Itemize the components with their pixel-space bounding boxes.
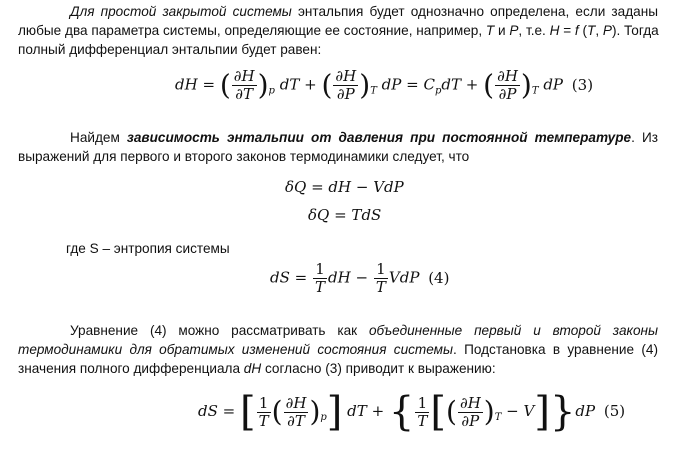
paragraph-enthalpy-definition (18, 2, 658, 21)
italic-term: Для простой закрытой системы (70, 4, 292, 19)
equation-number: (3) (571, 75, 594, 94)
equation-5: dS = [ $\frac{1}{T}$ ( $\frac{\partial H}{\partial T}$ )$_p$] dT + { $\frac{1}{T}$ [( $\frac{\partial H}{\partial P}$ )$_T - V]\}dP$ (5) (198, 389, 626, 435)
equation-number: (5) (603, 402, 626, 420)
fraction-dH-dP: $\frac{\partial H}{\partial P}$ (335, 67, 357, 103)
paragraph-enthalpy-definition-cont: любые два параметра системы, определяющие ее состояние, например, T и P, т.е. H = f (T, P). Тогда полный дифференциал энтальпии будет равен: (18, 23, 659, 57)
equation-3: dH = ( $\frac{\partial H}{\partial T}$ )$_p$ dT + ( $\frac{\partial H}{\partial P}$ )$_T$ dP = $C_pdT$ + ( $\frac{\partial H}{\partial P}$ )$_T$ dP (3) (175, 67, 594, 103)
document-page: Для простой закрытой системы энтальпия будет однозначно определена, если заданы любые два параметра системы, определяющие ее состояние, например, T и P, т.е. H = f (T, P). Тогда полный дифференциал энтальпии будет равен: dH = ( $\frac{\partial H}{\partial T}$ )$_p$ dT + ( $\frac{\partial H}{\partial P}$ )$_T$ dP = $C_pdT$ + ( $\frac{\partial H}{\partial P}$ )$_T$ dP (3) Найдем зависимость энтальпии от давления при постоянной температуре. Из выражений для первого и второго законов термодинамики следует, что δQ = dH − VdP δQ = TdS где S – энтропия системы dS = $\frac{1}{T}$ dH − $\frac{1}{T}$ VdP (4) Уравнение (4) можно рассматривать как объединенные первый и второй законы термодинамики для обратимых изменений состояния системы. Подстановка в уравнение (4) значения полного дифференциала dH согласно (3) приводит к выражению: dS = [ $\frac{1}{T}$ ( $\frac{\partial H}{\partial T}$ )$_p$] dT + { $\frac{1}{T}$ [( $\frac{\partial H}{\partial P}$ )$_T - V]\}dP$ (5) (18, 4, 659, 435)
text-line: Для простой закрытой системы энтальпия будет однозначно определена, если заданы (70, 4, 658, 19)
fraction-dH-dT: $\frac{\partial H}{\partial T}$ (233, 67, 255, 103)
paragraph-combined-laws: Уравнение (4) можно рассматривать как объединенные первый и второй законы (70, 323, 658, 338)
entropy-note: где S – энтропия системы (66, 241, 230, 256)
equation-dq-1: δQ = dH − VdP (285, 178, 404, 196)
bold-italic-term: зависимость энтальпии от давления при постоянной температуре (126, 130, 632, 145)
equation-4: dS = $\frac{1}{T}$ dH − $\frac{1}{T}$ VdP (4) (270, 260, 450, 296)
equation-dq-2: δQ = TdS (308, 206, 382, 224)
paragraph-find-dependence: Найдем зависимость энтальпии от давления при постоянной температуре. Из (70, 130, 659, 145)
equation-number: (4) (428, 268, 450, 287)
